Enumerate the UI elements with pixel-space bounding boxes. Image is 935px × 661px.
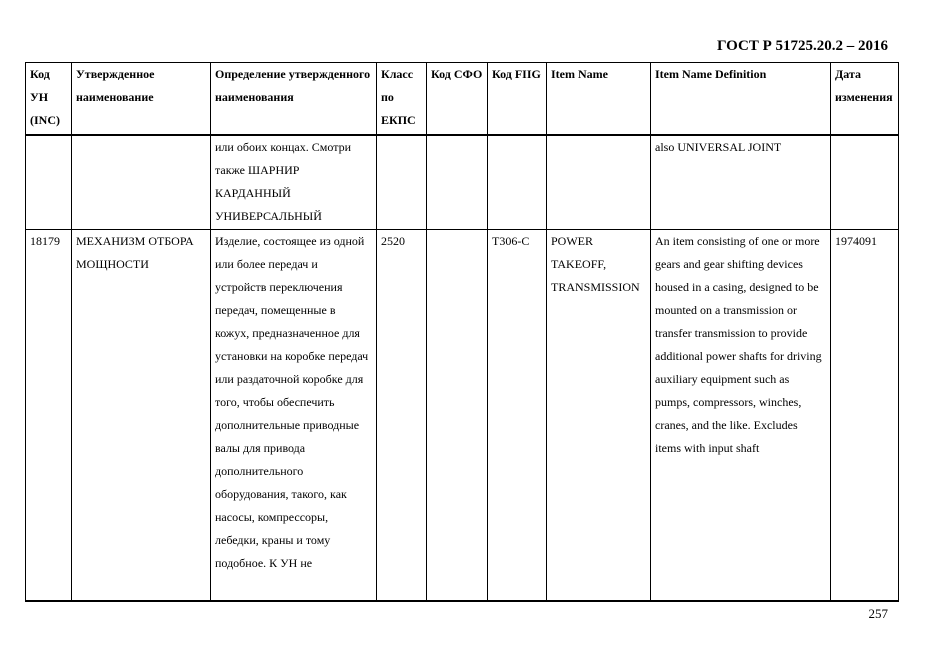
table-row bbox=[26, 230, 899, 602]
column-header: Утвержденное наименование bbox=[72, 63, 211, 136]
column-header: Дата изменения bbox=[831, 63, 899, 136]
item-name-cell bbox=[547, 135, 651, 230]
table-header-row bbox=[26, 63, 899, 136]
column-header: Код FIIG bbox=[488, 63, 547, 136]
table-row-continuation bbox=[26, 135, 899, 230]
class-cell: 2520 bbox=[377, 230, 427, 602]
column-header: Класс по ЕКПС bbox=[377, 63, 427, 136]
item-definition-cell: An item consisting of one or more gears and gear shifting devices housed in a casing, designed to be mounted on a transmission or transfer transmission to provide additional power shafts for driving auxiliary equipment such as pumps, compressors, winches, cranes, and the like. Excludes items with input shaft bbox=[651, 230, 831, 602]
definition-cell: Изделие, состоящее из одной или более передач и устройств переключения передач, помещенные в кожух, предназначенное для установки на коробке передач или раздаточной коробке для того, чтобы обеспечить дополнительные приводные валы для привода дополнительного оборудования, такого, как насосы, компрессоры, лебедки, краны и тому подобное. К УН не bbox=[211, 230, 377, 602]
column-header: Item Name bbox=[547, 63, 651, 136]
page-number: 257 bbox=[868, 606, 888, 621]
approved-name-cell bbox=[72, 135, 211, 230]
item-name-cell: POWER TAKEOFF, TRANSMISSION bbox=[547, 230, 651, 602]
date-cell: 1974091 bbox=[831, 230, 899, 602]
definition-cell: или обоих концах. Смотри также ШАРНИР КАРДАННЫЙ УНИВЕРСАЛЬНЫЙ bbox=[211, 135, 377, 230]
sfo-cell bbox=[427, 135, 488, 230]
catalog-table bbox=[25, 62, 899, 602]
approved-name-cell: МЕХАНИЗМ ОТБОРА МОЩНОСТИ bbox=[72, 230, 211, 602]
fiig-cell: T306-C bbox=[488, 230, 547, 602]
class-cell bbox=[377, 135, 427, 230]
column-header: Код СФО bbox=[427, 63, 488, 136]
sfo-cell bbox=[427, 230, 488, 602]
column-header: Item Name Definition bbox=[651, 63, 831, 136]
document-header: ГОСТ Р 51725.20.2 – 2016 bbox=[716, 38, 888, 54]
item-definition-cell: also UNIVERSAL JOINT bbox=[651, 135, 831, 230]
inc-cell: 18179 bbox=[26, 230, 72, 602]
date-cell bbox=[831, 135, 899, 230]
column-header: Определение утвержденного наименования bbox=[211, 63, 377, 136]
fiig-cell bbox=[488, 135, 547, 230]
inc-cell bbox=[26, 135, 72, 230]
column-header: Код УН (INC) bbox=[26, 63, 72, 136]
